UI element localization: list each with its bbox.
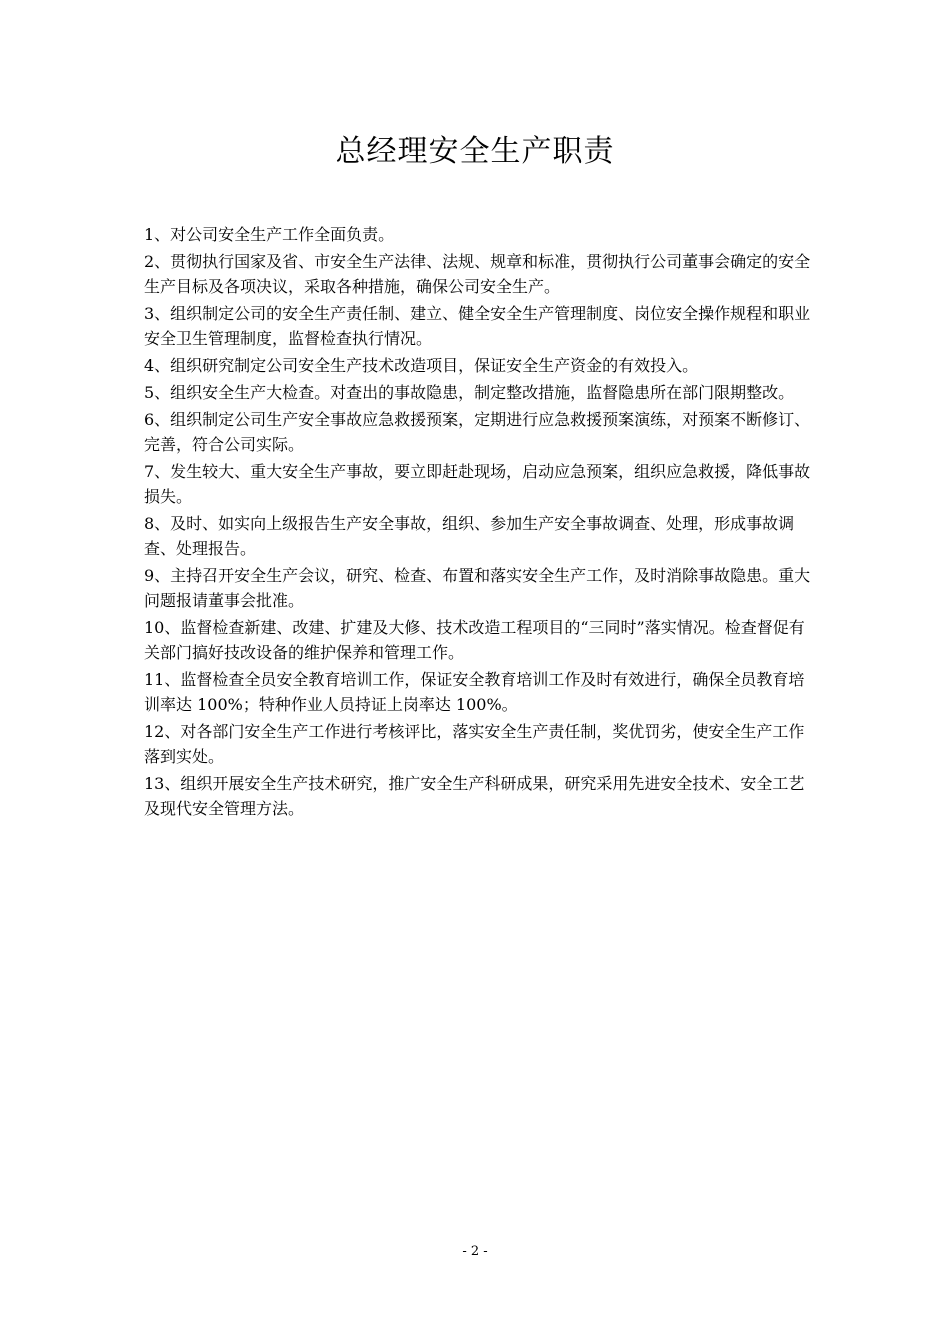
duty-item-13: 13、组织开展安全生产技术研究，推广安全生产科研成果，研究采用先进安全技术、安全工艺及现代安全管理方法。 [144,774,805,818]
duty-item-11: 11、监督检查全员安全教育培训工作，保证安全教育培训工作及时有效进行，确保全员教育培训率达 100%；特种作业人员持证上岗率达 100%。 [144,670,805,714]
duty-list [144,222,814,823]
duty-item-4: 4、组织研究制定公司安全生产技术改造项目，保证安全生产资金的有效投入。 [144,356,699,375]
duty-item-12: 12、对各部门安全生产工作进行考核评比，落实安全生产责任制，奖优罚劣，使安全生产工作落到实处。 [144,722,805,766]
duty-item-1: 1、对公司安全生产工作全面负责。 [144,225,395,244]
duty-item-8: 8、及时、如实向上级报告生产安全事故，组织、参加生产安全事故调查、处理，形成事故调查、处理报告。 [144,514,795,558]
duty-item-5: 5、组织安全生产大检查。对查出的事故隐患，制定整改措施，监督隐患所在部门限期整改。 [144,383,795,402]
duty-item-6: 6、组织制定公司生产安全事故应急救援预案，定期进行应急救援预案演练，对预案不断修订、完善，符合公司实际。 [144,410,811,454]
duty-item-7: 7、发生较大、重大安全生产事故，要立即赶赴现场，启动应急预案，组织应急救援，降低事故损失。 [144,462,811,506]
duty-item-9: 9、主持召开安全生产会议，研究、检查、布置和落实安全生产工作，及时消除事故隐患。重大问题报请董事会批准。 [144,566,811,610]
duty-item-2: 2、贯彻执行国家及省、市安全生产法律、法规、规章和标准，贯彻执行公司董事会确定的安全生产目标及各项决议，采取各种措施，确保公司安全生产。 [144,252,811,296]
page-number: - 2 - [462,1244,488,1259]
duty-item-10: 10、监督检查新建、改建、扩建及大修、技术改造工程项目的“三同时”落实情况。检查督促有关部门搞好技改设备的维护保养和管理工作。 [144,618,805,662]
page-title: 总经理安全生产职责 [335,134,615,169]
duty-item-3: 3、组织制定公司的安全生产责任制、建立、健全安全生产管理制度、岗位安全操作规程和职业安全卫生管理制度，监督检查执行情况。 [144,304,811,348]
